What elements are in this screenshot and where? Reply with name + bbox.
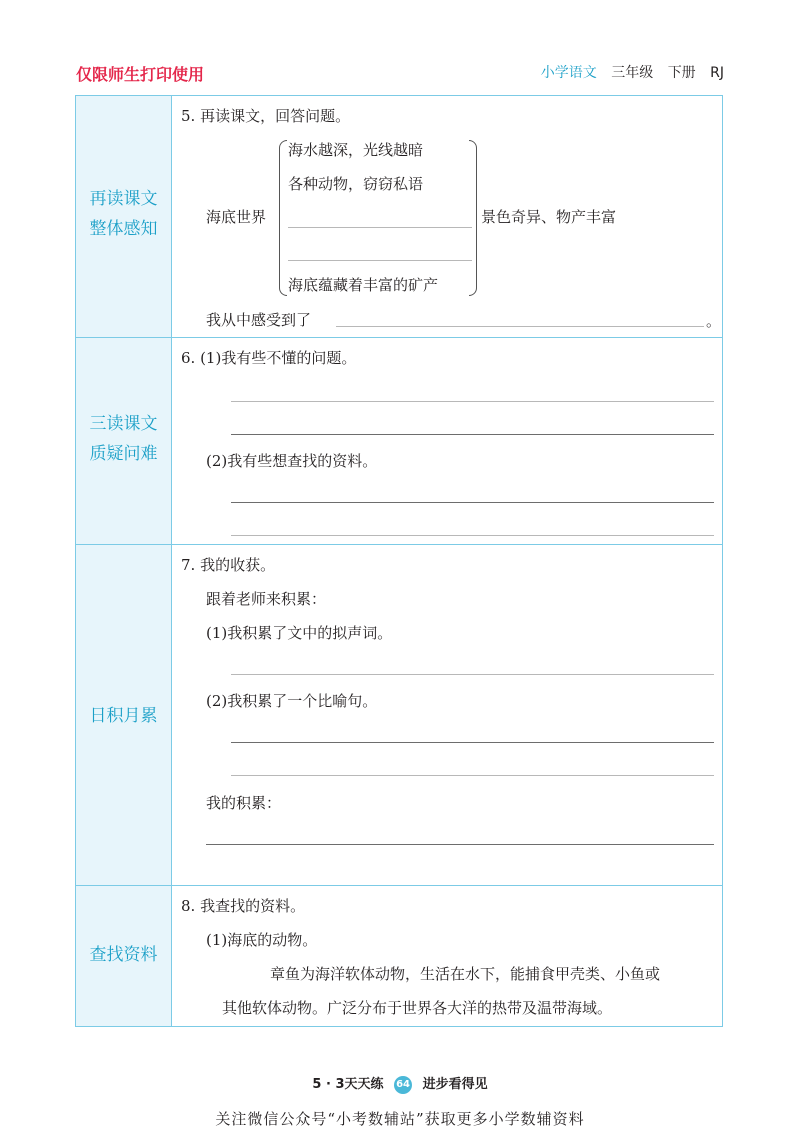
book-info (541, 62, 724, 82)
mindmap-item: 各种动物，窃窃私语 (288, 175, 424, 193)
my-accumulation-label: 我的积累： (206, 794, 282, 812)
question-7-part-1: (1)我积累了文中的拟声词。 (206, 624, 393, 642)
mindmap-blank-line[interactable] (288, 227, 472, 228)
mindmap-root: 海底世界 (206, 208, 267, 226)
mindmap-blank-line[interactable] (288, 260, 472, 261)
row-divider (76, 337, 722, 338)
bottom-note: 关注微信公众号“小考数辅站”获取更多小学数辅资料 (215, 1110, 585, 1128)
question-7-title: 7. 我的收获。 (181, 556, 276, 574)
footer-brand: 5 · 3天天练 (312, 1077, 384, 1092)
answer-line[interactable] (231, 401, 714, 402)
footer-slogan: 进步看得见 (422, 1077, 488, 1092)
subject-label: 小学语文 (540, 65, 597, 81)
answer-line[interactable] (206, 844, 714, 845)
row-divider (76, 885, 722, 886)
research-paragraph-line: 其他软体动物。广泛分布于世界各大洋的热带及温带海域。 (222, 999, 613, 1017)
feeling-answer-line[interactable] (336, 326, 704, 327)
answer-line[interactable] (231, 502, 714, 503)
row-divider (76, 544, 722, 545)
answer-line[interactable] (231, 742, 714, 743)
answer-line[interactable] (231, 535, 714, 536)
mindmap-item: 海水越深，光线越暗 (288, 141, 424, 159)
print-notice: 仅限师生打印使用 (76, 65, 205, 84)
feeling-period: 。 (706, 312, 722, 330)
grade-label: 三年级 (611, 65, 654, 81)
feeling-prompt: 我从中感受到了 (206, 311, 312, 329)
section-label-overview: 再读课文 整体感知 (89, 189, 158, 239)
question-7-intro: 跟着老师来积累： (206, 590, 327, 608)
page-header (76, 62, 724, 84)
page-footer (0, 1073, 800, 1094)
section-label-questions: 三读课文 质疑问难 (89, 414, 158, 464)
question-8-part-1: (1)海底的动物。 (206, 931, 318, 949)
left-brace (279, 140, 287, 296)
question-5-title: 5. 再读课文，回答问题。 (181, 107, 351, 125)
question-7-part-2: (2)我积累了一个比喻句。 (206, 692, 378, 710)
answer-line[interactable] (231, 674, 714, 675)
page-number: 64 (394, 1076, 412, 1094)
question-8-title: 8. 我查找的资料。 (181, 897, 306, 915)
answer-line[interactable] (231, 434, 714, 435)
edition-label: RJ (710, 65, 724, 81)
mindmap-item: 海底蕴藏着丰富的矿产 (288, 276, 439, 294)
question-6-part-2: (2)我有些想查找的资料。 (206, 452, 378, 470)
worksheet-table (75, 95, 723, 1027)
section-label-accumulate: 日积月累 (89, 706, 158, 726)
section-label-research: 查找资料 (89, 945, 158, 965)
question-6-title: 6. (1)我有些不懂的问题。 (181, 349, 357, 367)
answer-line[interactable] (231, 775, 714, 776)
research-paragraph-line: 章鱼为海洋软体动物，生活在水下，能捕食甲壳类、小鱼或 (270, 965, 661, 983)
right-brace (469, 140, 477, 296)
mindmap-conclusion: 景色奇异、物产丰富 (481, 208, 617, 226)
volume-label: 下册 (667, 65, 696, 81)
